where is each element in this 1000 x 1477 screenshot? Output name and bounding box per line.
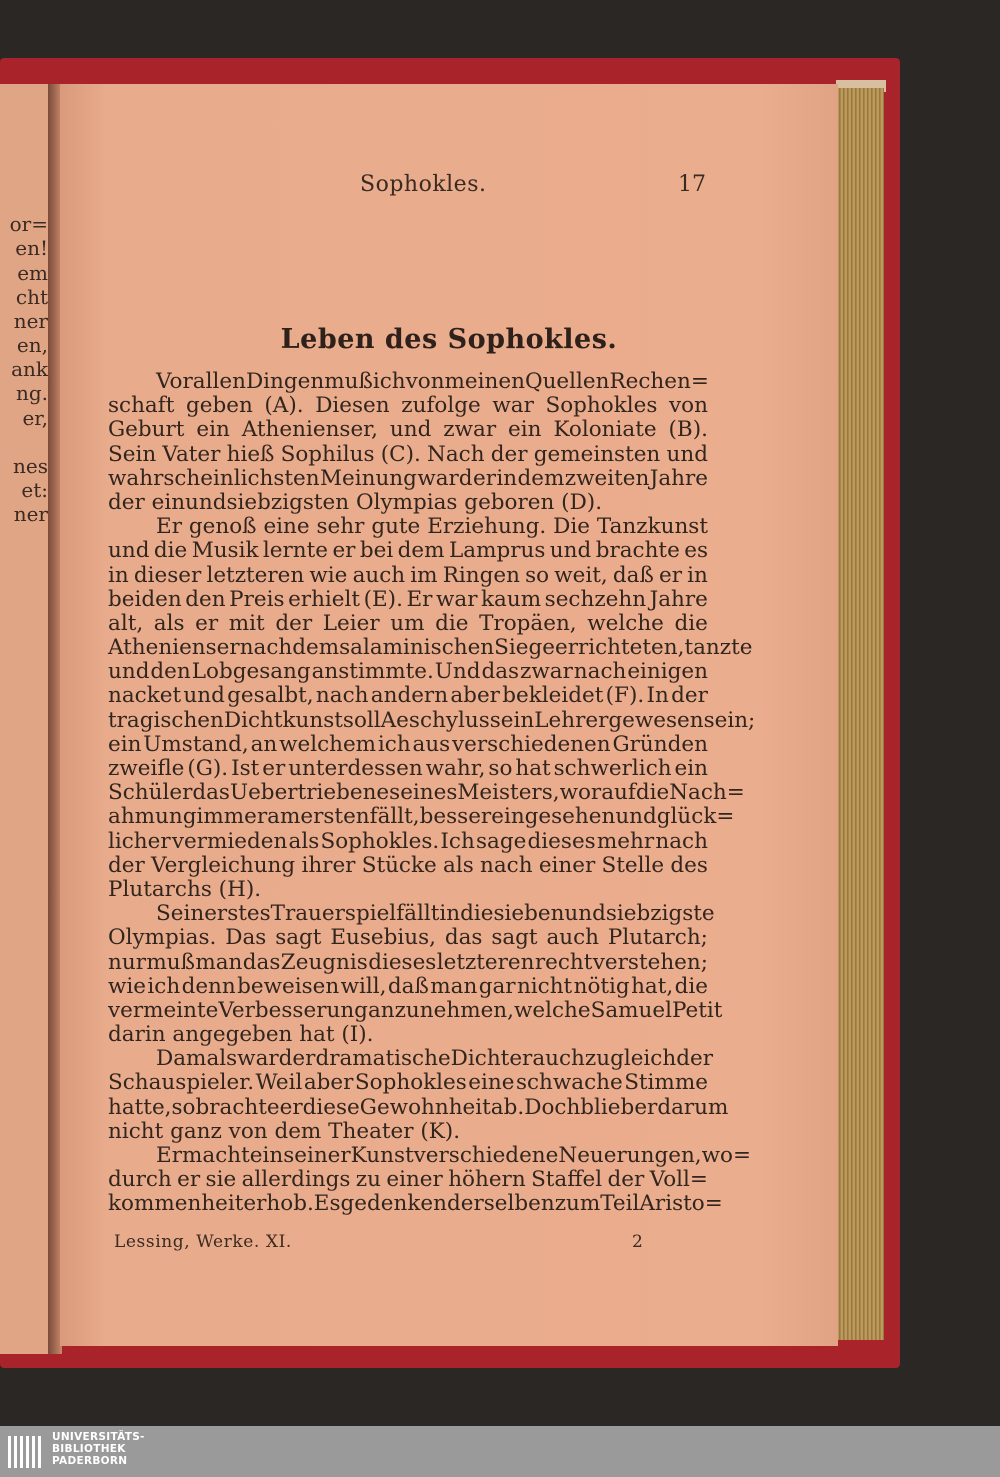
left-page-text-fragment: cht (15, 285, 48, 309)
left-page-text-fragment: ank (11, 357, 48, 381)
text-line: Plutarchs (H). (108, 876, 262, 902)
text-line: der einundsiebzigsten Olympias geboren (D). (108, 489, 603, 515)
left-page-text-fragment: ner (13, 502, 48, 526)
text-line: nur muß man das Zeugnis dieses letzteren recht verstehen; (108, 949, 708, 975)
text-line: Schauspieler. Weil aber Sophokles eine schwache Stimme (108, 1070, 708, 1096)
body-text (108, 369, 756, 1217)
text-line: wahrscheinlichsten Meinung ward er in dem zweiten Jahre (108, 465, 708, 491)
text-line: der Vergleichung ihrer Stücke als nach einer Stelle des (108, 852, 708, 878)
text-line: Geburt ein Athenienser, und zwar ein Koloniate (B). (108, 417, 708, 443)
text-line: Schüler das Uebertriebene seines Meisters, worauf die Nach= (108, 780, 745, 806)
text-line: durch er sie allerdings zu einer höhern Staffel der Voll= (108, 1167, 708, 1193)
text-line: Er genoß eine sehr gute Erziehung. Die Tanzkunst (156, 514, 708, 540)
text-line: ein Umstand, an welchem ich aus verschiedenen Gründen (108, 731, 708, 757)
text-line: schaft geben (A). Diesen zufolge war Sophokles von (108, 393, 708, 419)
text-line: darin angegeben hat (I). (108, 1022, 374, 1048)
left-page-text-fragment: ner (13, 309, 48, 333)
left-page-text-fragment: en, (16, 333, 48, 357)
text-line: zweifle (G). Ist er unterdessen wahr, so hat schwerlich ein (108, 756, 708, 781)
left-page-text-fragment: nes (13, 454, 48, 478)
text-line: licher vermieden als Sophokles. Ich sage dieses mehr nach (108, 828, 708, 854)
text-line: und den Lobgesang anstimmte. Und das zwar nach einigen (108, 659, 708, 685)
text-line: nicht ganz von dem Theater (K). (108, 1118, 461, 1144)
text-line: Damals war der dramatische Dichter auch zugleich der (156, 1046, 713, 1072)
left-page-text-fragment: em (17, 261, 48, 285)
text-line: vermeinte Verbesserung anzunehmen, welche Samuel Petit (108, 997, 723, 1023)
running-title: Sophokles. (360, 172, 487, 197)
left-page-text-fragment: et: (21, 478, 48, 502)
text-line: hatte, so brachte er diese Gewohnheit ab. Doch blieb er darum (108, 1094, 729, 1120)
library-logo-line3: PADERBORN (52, 1455, 128, 1467)
library-logo-icon (6, 1432, 46, 1472)
text-line: tragischen Dichtkunst soll Aeschylus sein Lehrer gewesen sein; (108, 707, 756, 733)
text-line: ahmung immer am ersten fällt, besser eingesehen und glück= (108, 804, 735, 830)
library-logo-text (52, 1431, 145, 1467)
text-line: beiden den Preis erhielt (E). Er war kaum sechzehn Jahre (108, 586, 708, 612)
text-line: Sein Vater hieß Sophilus (C). Nach der gemeinsten und (108, 441, 708, 467)
book-page (60, 84, 838, 1346)
footer-author-work: Lessing, Werke. XI. (114, 1232, 292, 1252)
text-line: wie ich denn beweisen will, daß man gar nicht nötig hat, die (108, 973, 708, 999)
text-line: Sein erstes Trauerspiel fällt in die siebenundsiebzigste (156, 901, 715, 927)
library-logo-line2: BIBLIOTHEK (52, 1443, 126, 1455)
text-line: Athenienser nach dem salaminischen Siege errichteten, tanzte (108, 635, 753, 661)
text-line: alt, als er mit der Leier um die Tropäen, welche die (108, 610, 708, 636)
library-logo-bar (0, 1426, 1000, 1477)
text-line: kommenheit erhob. Es gedenken derselben zum Teil Aristo= (108, 1191, 723, 1217)
page-number: 17 (678, 172, 706, 197)
text-line: nacket und gesalbt, nach andern aber bekleidet (F). In der (108, 683, 708, 709)
text-line: in dieser letzteren wie auch im Ringen so weit, daß er in (108, 562, 708, 588)
text-line: Er machte in seiner Kunst verschiedene Neuerungen, wo= (156, 1143, 751, 1168)
left-page-text-fragment: ng. (15, 381, 48, 405)
left-facing-page (0, 84, 52, 1354)
page-edges (836, 88, 884, 1340)
text-line: Vor allen Dingen muß ich von meinen Quellen Rechen= (156, 369, 709, 394)
left-page-text-fragment: er, (22, 406, 48, 430)
chapter-title: Leben des Sophokles. (280, 324, 618, 355)
left-page-text-fragment: or= (9, 212, 48, 236)
text-line: Olympias. Das sagt Eusebius, das sagt auch Plutarch; (108, 925, 708, 951)
left-page-text-fragment: en! (15, 236, 48, 260)
footer-signature-mark: 2 (632, 1232, 643, 1252)
text-line: und die Musik lernte er bei dem Lamprus und brachte es (108, 538, 708, 564)
library-logo-line1: UNIVERSITÄTS- (52, 1431, 145, 1443)
